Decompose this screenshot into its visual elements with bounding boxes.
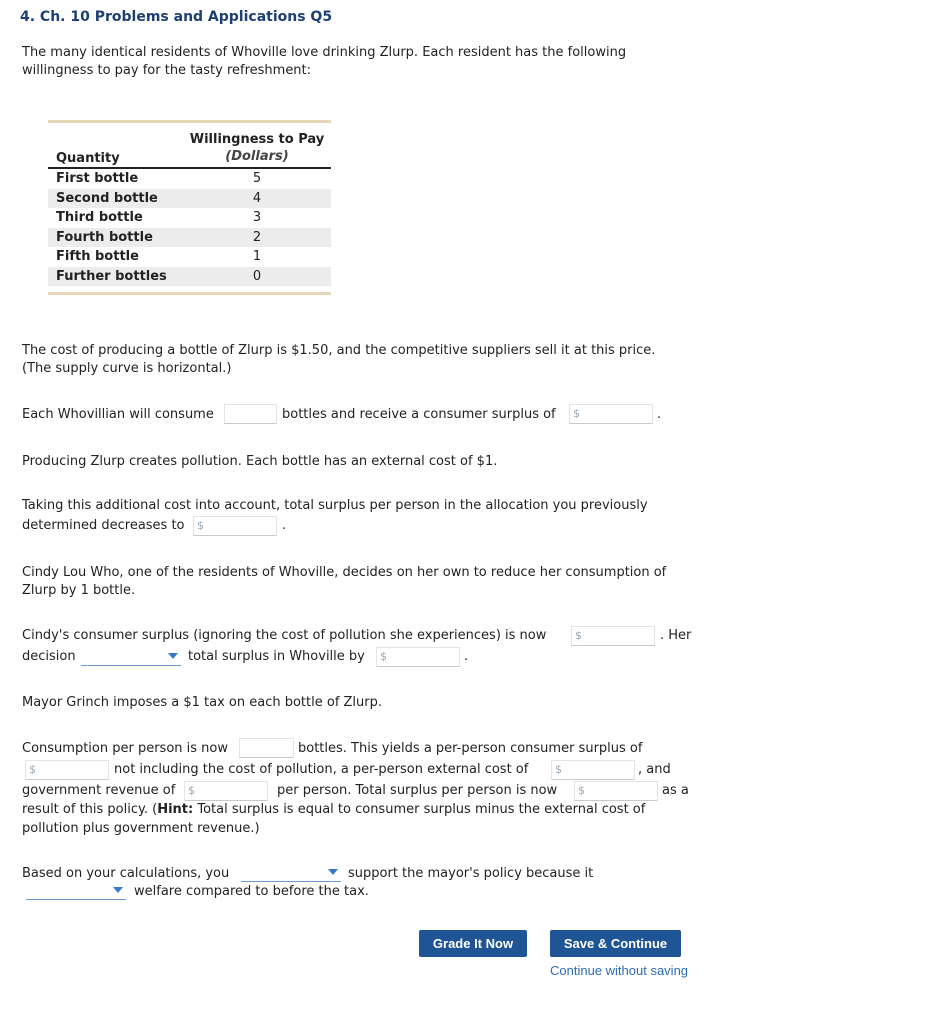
save-and-continue-button[interactable]: Save & Continue bbox=[550, 930, 681, 957]
support-policy-select[interactable] bbox=[241, 864, 341, 882]
tax-text: Mayor Grinch imposes a $1 tax on each bottle of Zlurp. bbox=[22, 695, 383, 710]
external-cost-input[interactable]: $ bbox=[551, 760, 635, 780]
surplus-change-input[interactable]: $ bbox=[376, 647, 460, 667]
q3-prefix: Cindy's consumer surplus (ignoring the cost of pollution she experiences) is now bbox=[22, 628, 547, 643]
chevron-down-icon bbox=[113, 887, 123, 893]
q1-prefix: Each Whovillian will consume bbox=[22, 407, 214, 422]
government-revenue-input[interactable]: $ bbox=[184, 781, 268, 801]
table-row: Fifth bottle 1 bbox=[56, 249, 262, 264]
pollution-text: Producing Zlurp creates pollution. Each bottle has an external cost of $1. bbox=[22, 454, 498, 469]
table-row: Further bottles 0 bbox=[48, 267, 331, 287]
taxed-consumption-input[interactable] bbox=[239, 738, 294, 758]
table-row: Third bottle 3 bbox=[56, 210, 262, 225]
continue-without-saving-link[interactable]: Continue without saving bbox=[550, 963, 689, 978]
cost-paragraph: The cost of producing a bottle of Zlurp is $1.50, and the competitive suppliers sell it at this price. (The supply curve is horizontal.) bbox=[22, 343, 656, 376]
taxed-consumer-surplus-input[interactable]: $ bbox=[25, 760, 109, 780]
grade-it-now-button[interactable]: Grade It Now bbox=[419, 930, 527, 957]
welfare-effect-select[interactable] bbox=[26, 882, 126, 900]
hint-line: result of this policy. (Hint: Total surplus is equal to consumer surplus minus the external cost of bbox=[22, 802, 646, 817]
taxed-total-surplus-input[interactable]: $ bbox=[574, 781, 658, 801]
table-header bbox=[48, 123, 331, 169]
table-row: Second bottle 4 bbox=[48, 189, 331, 209]
bottles-consumed-input[interactable] bbox=[224, 404, 277, 424]
wtp-table bbox=[48, 120, 331, 295]
decision-effect-select[interactable] bbox=[81, 648, 181, 666]
header-wtp: Willingness to Pay (Dollars) bbox=[189, 132, 325, 164]
table-row: Fourth bottle 2 bbox=[48, 228, 331, 248]
chevron-down-icon bbox=[328, 869, 338, 875]
table-row: First bottle 5 bbox=[56, 171, 262, 186]
cindy-surplus-input[interactable]: $ bbox=[571, 626, 655, 646]
q2-prefix: determined decreases to bbox=[22, 518, 185, 533]
chevron-down-icon bbox=[168, 653, 178, 659]
cindy-paragraph: Cindy Lou Who, one of the residents of Whoville, decides on her own to reduce her consumption of Zlurp by 1 bottle. bbox=[22, 565, 667, 598]
header-quantity: Quantity bbox=[56, 151, 120, 166]
consumer-surplus-input[interactable]: $ bbox=[569, 404, 653, 424]
q1-middle: bottles and receive a consumer surplus of bbox=[282, 407, 556, 422]
question-title: 4. Ch. 10 Problems and Applications Q5 bbox=[20, 9, 333, 25]
total-surplus-input[interactable]: $ bbox=[193, 516, 277, 536]
intro-paragraph: The many identical residents of Whoville love drinking Zlurp. Each resident has the following willingness to pay for the tasty refreshment: bbox=[22, 45, 627, 78]
